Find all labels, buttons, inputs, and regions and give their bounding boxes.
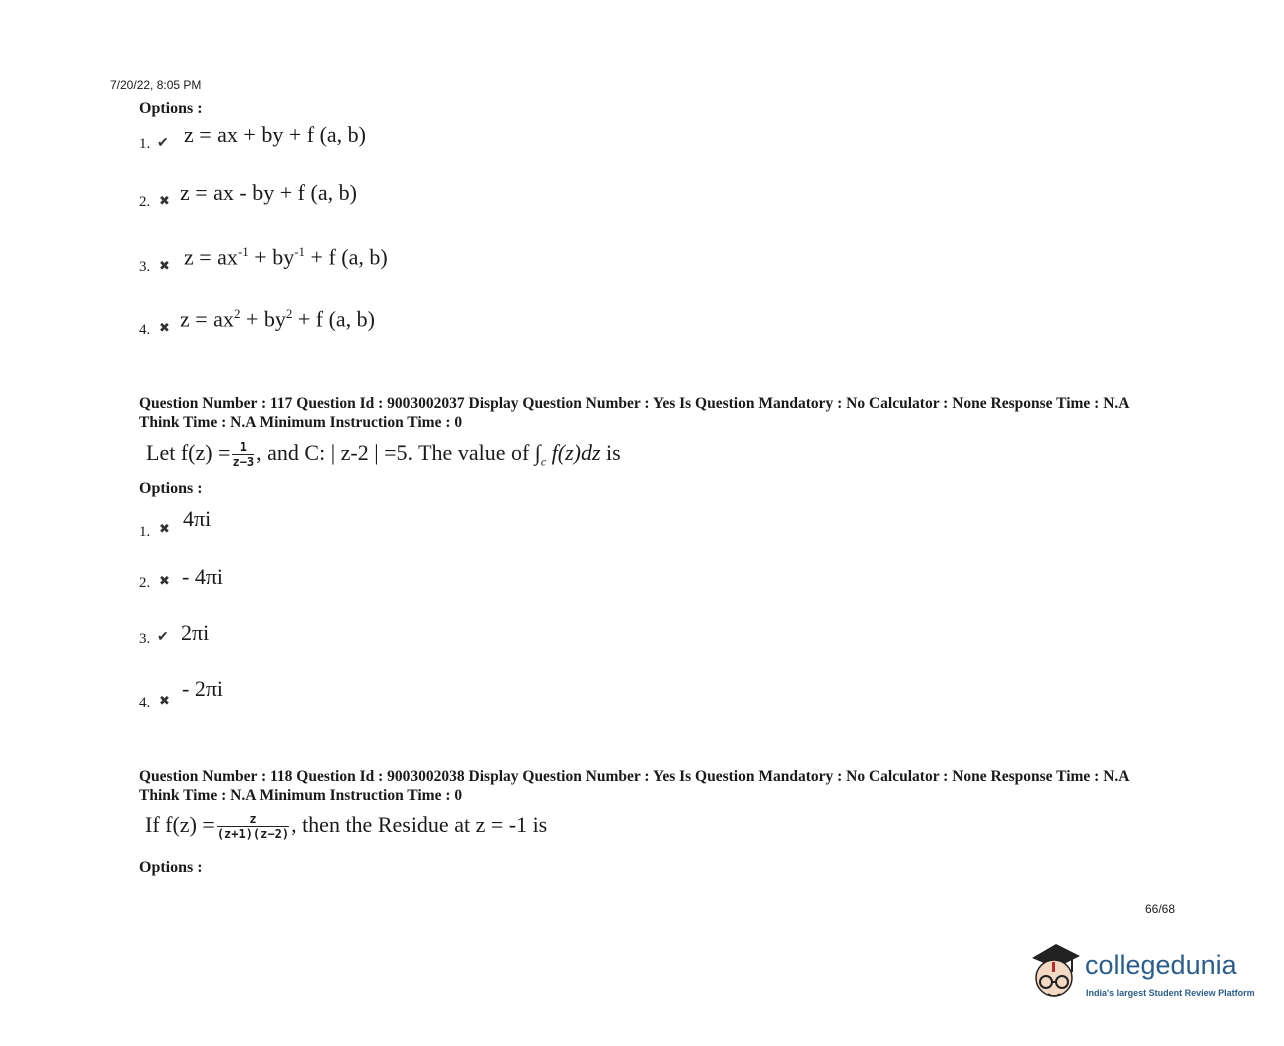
option-number: 2. [139,194,151,210]
options-label: Options : [139,480,203,497]
option-text: 2πi [181,620,210,645]
option-number: 4. [139,322,151,338]
option-text: - 2πi [182,676,224,701]
cross-icon: ✖ [159,693,170,708]
question-meta: Question Number : 118 Question Id : 9003002038 Display Question Number : Yes Is Question Mandatory : No Calculator : None Response Time : N.A Think Time : N.A Minimum Instruction Time : 0 [139,768,1129,804]
cross-icon: ✖ [159,521,170,536]
integral-sign: ∫ [534,440,541,465]
option-text: - 4πi [182,564,224,589]
cross-icon: ✖ [159,573,170,588]
option-text: z = ax - by + f (a, b) [180,180,357,205]
page-number: 66/68 [1145,902,1176,916]
option-number: 2. [139,575,151,591]
question-stem: Let f(z) = $\frac{1}{z-3}$ , and C: | z-2 | =5. The value of $\int_c$ f(z)dz is [146,440,621,470]
option-number: 1. [139,136,151,152]
print-timestamp: 7/20/22, 8:05 PM [110,78,202,92]
mascot-logo-icon [1022,940,1086,1008]
question-meta: Question Number : 117 Question Id : 9003002037 Display Question Number : Yes Is Question Mandatory : No Calculator : None Response Time : N.A Think Time : N.A Minimum Instruction Time : 0 [139,395,1129,431]
check-icon: ✔ [157,630,169,645]
brand-logo-text: collegedunia [1085,950,1237,980]
option-number: 3. [139,631,151,647]
brand-tagline: India's largest Student Review Platform [1086,988,1255,998]
question-stem: If f(z) = $\frac{z}{(z+1)(z-2)}$ , then the Residue at z = -1 is [145,812,548,842]
option-text: z = ax + by + f (a, b) [184,122,366,147]
option-number: 1. [139,524,151,540]
option-text: 4πi [183,506,212,531]
check-icon: ✔ [157,136,169,151]
options-label: Options : [139,100,203,117]
cross-icon: ✖ [159,320,170,335]
fraction: $\frac{z}{(z+1)(z-2)}$ [216,812,290,842]
options-label: Options : [139,859,203,876]
cross-icon: ✖ [159,258,170,273]
option-text: $z = ax^2 + by^2 + f$ (a, b) [180,306,376,332]
option-text: $z = ax^{-1} + by^{-1} + f$ (a, b) [184,244,388,270]
option-number: 3. [139,259,151,275]
option-number: 4. [139,695,151,711]
fraction: $\frac{1}{z-3}$ [232,440,255,470]
cross-icon: ✖ [159,193,170,208]
